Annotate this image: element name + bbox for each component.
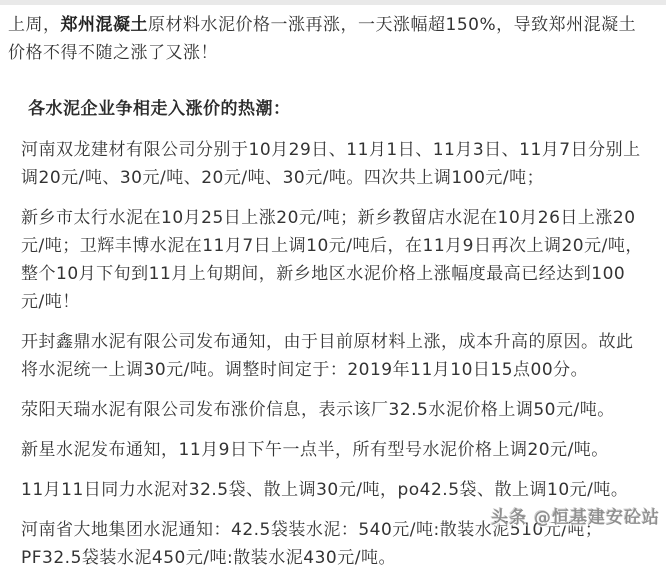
paragraph-xingyang-tianrui-notice: 荥阳天瑞水泥有限公司发布涨价信息，表示该厂32.5水泥价格上调50元/吨。 [21,400,615,420]
intro-prefix-text: 上周， [8,15,61,35]
paragraph-xinxiang-region-hikes: 新乡市太行水泥在10月25日上涨20元/吨；新乡教留店水泥在10月26日上涨20元/吨；卫辉丰博水泥在11月7日上调10元/吨后，在11月9日再次上调20元/吨，整个10月下旬到11月上旬期间，新乡地区水泥价格上涨幅度最高已经达到100元/吨！ [21,208,643,312]
article-body [0,5,666,568]
section-heading: 各水泥企业争相走入涨价的热潮： [28,99,291,119]
paragraph-kaifeng-xinding-notice: 开封鑫鼎水泥有限公司发布通知，由于目前原材料上涨，成本升高的原因。故此将水泥统一上调30元/吨。调整时间定于：2019年11月10日15点00分。 [21,332,634,380]
paragraph-dadi-group-notice: 河南省大地集团水泥通知：42.5袋装水泥：540元/吨:散装水泥510元/吨；PF32.5袋装水泥450元/吨:散装水泥430元/吨。 [21,520,603,568]
intro-suffix-text: 原材料水泥价格一涨再涨，一天涨幅超150%，导致郑州混凝土价格不得不随之涨了又涨！ [8,15,637,63]
intro-bold-keyword: 郑州混凝土 [60,15,148,35]
paragraph-tongli-cement-notice: 11月11日同力水泥对32.5袋、散上调30元/吨，po42.5袋、散上调10元/吨。 [21,480,629,500]
toutiao-watermark: 头条 @恒基建安砼站 [491,508,660,528]
intro-paragraph [8,11,648,67]
paragraph-shuanglong-price-hikes: 河南双龙建材有限公司分别于10月29日、11月1日、11月3日、11月7日分别上调20元/吨、30元/吨、20元/吨、30元/吨。四次共上调100元/吨； [21,140,641,188]
paragraph-xinxing-cement-notice: 新星水泥发布通知，11月9日下午一点半，所有型号水泥价格上调20元/吨。 [21,440,609,460]
